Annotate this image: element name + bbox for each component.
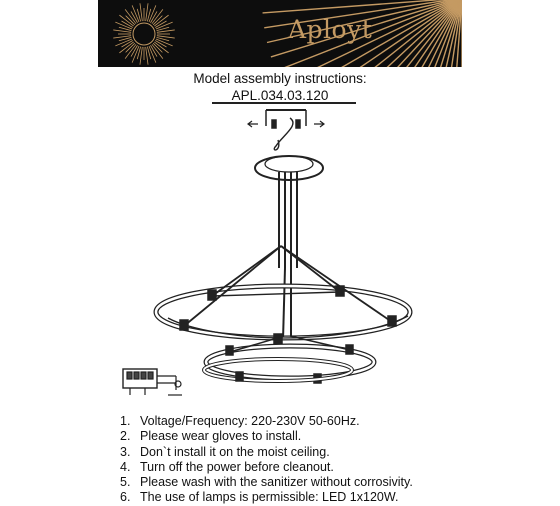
brand-banner (98, 0, 462, 67)
instruction-text: Please wear gloves to install. (140, 429, 302, 444)
sun-logo-icon (133, 23, 155, 45)
instruction-item: 6. The use of lamps is permissible: LED 1x120W. (120, 490, 399, 505)
decorative-rays-icon (98, 0, 462, 67)
instruction-text: The use of lamps is permissible: LED 1x120W. (140, 490, 399, 505)
chandelier-illustration (0, 100, 560, 405)
instruction-text: Voltage/Frequency: 220-230V 50-60Hz. (140, 414, 360, 428)
instruction-text: Please wash with the sanitizer without corrosivity. (140, 475, 413, 490)
instruction-item: 5. Please wash with the sanitizer without corrosivity. (120, 475, 413, 490)
document-header (0, 70, 560, 104)
ceiling-mount-icon (248, 110, 324, 128)
instruction-list (120, 414, 413, 506)
brand-logo: Aployt (288, 15, 373, 44)
instruction-item: 3. Don`t install it on the moist ceiling. (120, 444, 330, 459)
chandelier-ring-icon (204, 336, 374, 383)
instruction-item: 4. Turn off the power before cleanout. (120, 459, 334, 474)
instruction-item: 1. Voltage/Frequency: 220-230V 50-60Hz. (120, 414, 360, 428)
model-number: APL.034.03.120 (231, 88, 329, 103)
wiring-terminal-icon (123, 369, 182, 395)
document-title: Model assembly instructions: (193, 71, 367, 86)
instruction-item: 2. Please wear gloves to install. (120, 429, 302, 444)
ceiling-canopy-icon (255, 156, 323, 180)
power-wire (274, 118, 293, 150)
instruction-text: Don`t install it on the moist ceiling. (140, 444, 330, 459)
instruction-text: Turn off the power before cleanout. (140, 459, 334, 474)
